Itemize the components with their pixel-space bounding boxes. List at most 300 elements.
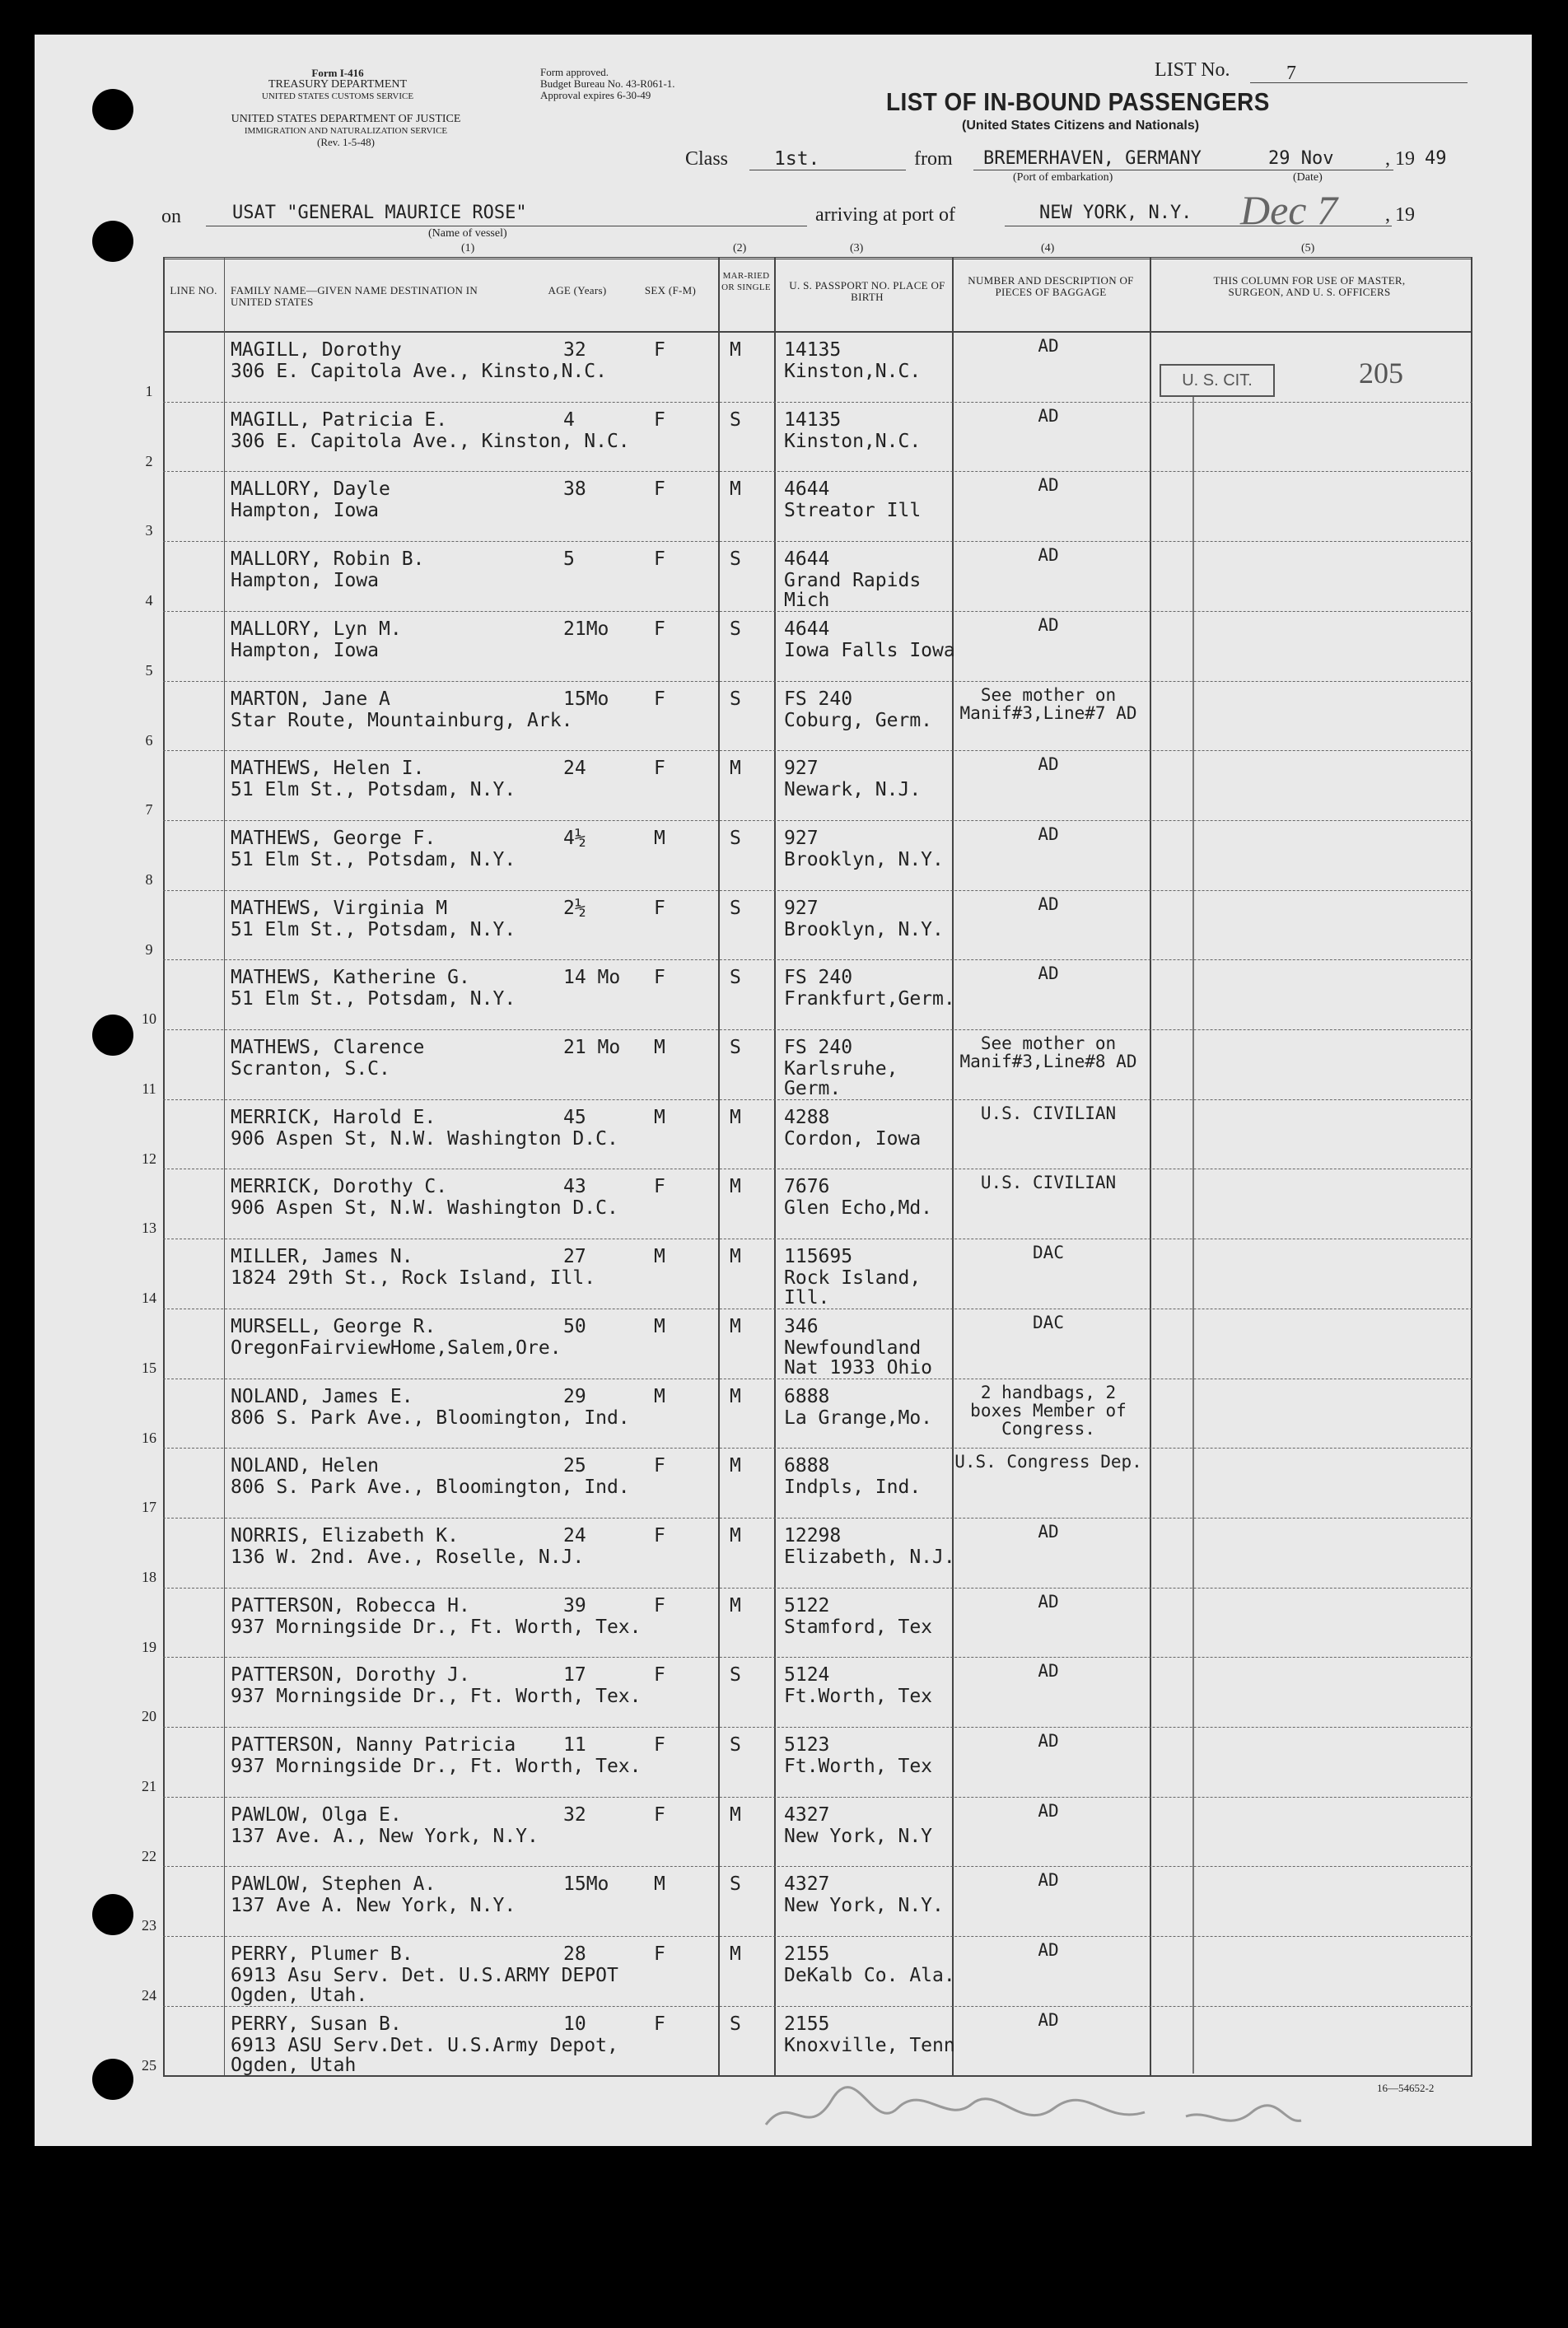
table-row bbox=[145, 613, 1472, 683]
table-row bbox=[142, 1659, 1472, 1729]
passenger-sex: F bbox=[654, 1524, 665, 1547]
line-number: 19 bbox=[142, 1638, 156, 1655]
baggage: AD bbox=[1038, 475, 1059, 496]
baggage: U.S. CIVILIAN bbox=[980, 1103, 1117, 1123]
passport-number: 14135 bbox=[784, 339, 842, 361]
passenger-sex: F bbox=[654, 1594, 665, 1617]
marital-status: M bbox=[730, 1455, 741, 1477]
punch-hole bbox=[92, 89, 133, 130]
passenger-destination: 937 Morningside Dr., Ft. Worth, Tex. bbox=[231, 1686, 642, 1708]
row-divider bbox=[163, 611, 1472, 612]
arriving-label: arriving at port of bbox=[815, 204, 955, 226]
passport-number: 4644 bbox=[784, 548, 830, 571]
punch-hole bbox=[92, 221, 133, 262]
passenger-age: 2½ bbox=[563, 897, 586, 919]
passenger-age: 32 bbox=[563, 1803, 586, 1826]
marital-status: M bbox=[730, 1246, 741, 1268]
passenger-name: PERRY, Plumer B. bbox=[231, 1943, 413, 1966]
header-name: FAMILY NAME—GIVEN NAME DESTINATION IN UNITED STATES bbox=[231, 284, 478, 308]
table-row bbox=[142, 1031, 1472, 1101]
passenger-name: MALLORY, Lyn M. bbox=[231, 618, 402, 640]
passenger-sex: M bbox=[654, 1037, 665, 1058]
passenger-name: MATHEWS, Katherine G. bbox=[231, 967, 470, 989]
baggage: See mother on Manif#3,Line#7 AD bbox=[959, 684, 1137, 723]
line-number: 2 bbox=[145, 452, 153, 469]
header-married: MAR-RIED OR SINGLE bbox=[721, 271, 771, 292]
passenger-sex: F bbox=[654, 1943, 665, 1966]
passenger-destination: 51 Elm St., Potsdam, N.Y. bbox=[231, 848, 516, 870]
place-of-birth: Brooklyn, N.Y. bbox=[784, 918, 944, 940]
passenger-name: MALLORY, Robin B. bbox=[231, 548, 425, 571]
place-of-birth: Ft.Worth, Tex bbox=[784, 1686, 933, 1708]
place-of-birth: Karlsruhe, Germ. bbox=[784, 1058, 898, 1099]
passenger-name: MERRICK, Harold E. bbox=[231, 1106, 436, 1128]
marital-status: M bbox=[730, 1106, 741, 1128]
dept-treasury: TREASURY DEPARTMENT bbox=[268, 78, 408, 91]
marital-status: S bbox=[730, 1734, 741, 1756]
marital-status: S bbox=[730, 618, 741, 640]
passport-number: FS 240 bbox=[784, 967, 853, 989]
passenger-destination: Scranton, S.C. bbox=[231, 1058, 390, 1080]
header-sex: SEX (F-M) bbox=[644, 284, 697, 296]
marital-status: M bbox=[730, 1524, 741, 1547]
place-of-birth: Newfoundland Nat 1933 Ohio bbox=[784, 1337, 933, 1379]
page-subtitle: (United States Citizens and Nationals) bbox=[962, 119, 1200, 133]
line-number: 20 bbox=[142, 1708, 156, 1725]
passenger-sex: F bbox=[654, 1803, 665, 1826]
baggage: AD bbox=[1038, 405, 1059, 426]
row-divider bbox=[163, 1866, 1472, 1867]
marital-status: S bbox=[730, 688, 741, 710]
passport-number: 7676 bbox=[784, 1176, 830, 1198]
passport-number: 4327 bbox=[784, 1803, 830, 1826]
embarkation-year: 49 bbox=[1425, 148, 1447, 169]
passenger-destination: OregonFairviewHome,Salem,Ore. bbox=[231, 1337, 562, 1359]
baggage: AD bbox=[1038, 963, 1059, 984]
marital-status: S bbox=[730, 967, 741, 989]
passenger-name: MERRICK, Dorothy C. bbox=[231, 1176, 448, 1198]
passenger-age: 14 Mo bbox=[563, 967, 621, 989]
passport-number: 5124 bbox=[784, 1664, 830, 1687]
table-row bbox=[142, 1519, 1472, 1589]
place-of-birth: Brooklyn, N.Y. bbox=[784, 848, 944, 870]
line-number: 15 bbox=[142, 1359, 156, 1376]
passport-number: 4644 bbox=[784, 618, 830, 640]
punch-hole bbox=[92, 2059, 133, 2100]
passenger-name: MALLORY, Dayle bbox=[231, 478, 390, 501]
col-num-2: (2) bbox=[733, 242, 747, 254]
line-number: 13 bbox=[142, 1220, 156, 1237]
passenger-destination: Hampton, Iowa bbox=[231, 570, 380, 592]
passenger-age: 27 bbox=[563, 1246, 586, 1268]
place-of-birth: Coburg, Germ. bbox=[784, 709, 933, 731]
baggage: AD bbox=[1038, 823, 1059, 844]
passport-number: 2155 bbox=[784, 1943, 830, 1966]
on-label: on bbox=[161, 206, 181, 227]
place-of-birth: Knoxville, Tenn bbox=[784, 2034, 955, 2056]
arrival-date-handwritten: Dec 7 bbox=[1240, 187, 1337, 233]
passenger-sex: F bbox=[654, 897, 665, 919]
passenger-sex: F bbox=[654, 1664, 665, 1687]
passenger-age: 28 bbox=[563, 1943, 586, 1966]
line-number: 12 bbox=[142, 1150, 156, 1167]
marital-status: M bbox=[730, 758, 741, 780]
marital-status: S bbox=[730, 1037, 741, 1058]
passenger-age: 24 bbox=[563, 1524, 586, 1547]
embarkation-year-prefix: , 19 bbox=[1385, 148, 1415, 170]
passenger-sex: M bbox=[654, 1315, 665, 1337]
baggage: AD bbox=[1038, 893, 1059, 914]
baggage: U.S. CIVILIAN bbox=[980, 1173, 1117, 1193]
table-row bbox=[142, 1729, 1472, 1798]
passenger-name: PAWLOW, Stephen A. bbox=[231, 1873, 436, 1896]
line-number: 16 bbox=[142, 1429, 156, 1446]
dept-treasury-sub: UNITED STATES CUSTOMS SERVICE bbox=[261, 91, 414, 101]
port-caption: (Port of embarkation) bbox=[1013, 171, 1113, 184]
table-row bbox=[142, 1380, 1472, 1450]
passenger-destination: Hampton, Iowa bbox=[231, 639, 380, 661]
passenger-age: 38 bbox=[563, 478, 586, 501]
passenger-sex: M bbox=[654, 1873, 665, 1896]
marital-status: M bbox=[730, 1176, 741, 1198]
vessel-caption: (Name of vessel) bbox=[428, 227, 507, 240]
passport-number: 4327 bbox=[784, 1873, 830, 1896]
marital-status: S bbox=[730, 548, 741, 571]
passenger-age: 24 bbox=[563, 758, 586, 780]
passport-number: FS 240 bbox=[784, 1037, 853, 1058]
line-number: 18 bbox=[142, 1568, 156, 1585]
approval-line-2: Budget Bureau No. 43-R061-1. bbox=[540, 77, 675, 90]
marital-status: S bbox=[730, 1664, 741, 1687]
baggage: AD bbox=[1038, 1521, 1059, 1542]
table-row bbox=[142, 1938, 1472, 2008]
table-row bbox=[145, 543, 1472, 613]
passenger-destination: 137 Ave. A., New York, N.Y. bbox=[231, 1825, 539, 1847]
marital-status: M bbox=[730, 1943, 741, 1966]
place-of-birth: Indpls, Ind. bbox=[784, 1477, 922, 1499]
passenger-sex: M bbox=[654, 1385, 665, 1407]
col-num-4: (4) bbox=[1041, 242, 1055, 254]
line-number: 17 bbox=[142, 1499, 156, 1516]
passenger-name: PERRY, Susan B. bbox=[231, 2013, 402, 2035]
table-row bbox=[142, 1798, 1472, 1868]
baggage: U.S. Congress Dep. bbox=[954, 1452, 1142, 1472]
place-of-birth: Elizabeth, N.J. bbox=[784, 1546, 955, 1568]
passenger-name: PATTERSON, Dorothy J. bbox=[231, 1664, 470, 1687]
passenger-age: 50 bbox=[563, 1315, 586, 1337]
passenger-name: PAWLOW, Olga E. bbox=[231, 1803, 402, 1826]
row-divider bbox=[163, 471, 1472, 472]
table-row bbox=[145, 473, 1472, 543]
row-divider bbox=[163, 1029, 1472, 1030]
header-line-no: LINE NO. bbox=[170, 284, 217, 296]
line-number: 23 bbox=[142, 1917, 156, 1934]
baggage: AD bbox=[1038, 1800, 1059, 1821]
baggage: AD bbox=[1038, 2009, 1059, 2030]
table-row bbox=[145, 334, 1472, 404]
passenger-sex: F bbox=[654, 967, 665, 989]
passenger-age: 25 bbox=[563, 1455, 586, 1477]
baggage: 2 handbags, 2 boxes Member of Congress. bbox=[970, 1382, 1127, 1439]
passenger-age: 10 bbox=[563, 2013, 586, 2035]
marital-status: S bbox=[730, 897, 741, 919]
form-revision: (Rev. 1-5-48) bbox=[317, 136, 375, 148]
table-row bbox=[142, 1170, 1472, 1240]
passenger-name: MATHEWS, George F. bbox=[231, 827, 436, 849]
passenger-name: MAGILL, Patricia E. bbox=[231, 408, 448, 431]
row-divider bbox=[163, 959, 1472, 960]
passenger-age: 39 bbox=[563, 1594, 586, 1617]
place-of-birth: Frankfurt,Germ. bbox=[784, 988, 955, 1010]
baggage: AD bbox=[1038, 1940, 1059, 1961]
place-of-birth: Ft.Worth, Tex bbox=[784, 1756, 933, 1777]
line-number: 9 bbox=[145, 940, 153, 958]
line-number: 11 bbox=[142, 1080, 156, 1097]
passenger-age: 15Mo bbox=[563, 688, 609, 710]
baggage: DAC bbox=[1033, 1312, 1064, 1332]
list-no-label: LIST No. bbox=[1155, 59, 1230, 81]
table-row bbox=[142, 961, 1472, 1031]
passenger-sex: M bbox=[654, 827, 665, 849]
row-divider bbox=[163, 1727, 1472, 1728]
line-number: 24 bbox=[142, 1987, 156, 2004]
place-of-birth: Rock Island, Ill. bbox=[784, 1267, 922, 1309]
passenger-age: 43 bbox=[563, 1176, 586, 1198]
line-number: 3 bbox=[145, 522, 153, 539]
baggage: See mother on Manif#3,Line#8 AD bbox=[959, 1033, 1137, 1071]
passenger-destination: 937 Morningside Dr., Ft. Worth, Tex. bbox=[231, 1616, 642, 1638]
passport-number: 12298 bbox=[784, 1524, 842, 1547]
passenger-name: NOLAND, Helen bbox=[231, 1455, 380, 1477]
passenger-name: PATTERSON, Nanny Patricia bbox=[231, 1734, 516, 1756]
passenger-name: PATTERSON, Robecca H. bbox=[231, 1594, 470, 1617]
passenger-name: NOLAND, James E. bbox=[231, 1385, 413, 1407]
passenger-age: 21 Mo bbox=[563, 1037, 621, 1058]
row-divider bbox=[163, 1936, 1472, 1937]
row-divider bbox=[163, 681, 1472, 682]
place-of-birth: Kinston,N.C. bbox=[784, 361, 922, 382]
line-number: 14 bbox=[142, 1290, 156, 1307]
passenger-age: 5 bbox=[563, 548, 575, 571]
class-value: 1st. bbox=[774, 148, 820, 170]
place-of-birth: Glen Echo,Md. bbox=[784, 1197, 933, 1220]
line-number: 21 bbox=[142, 1778, 156, 1794]
place-of-birth: New York, N.Y bbox=[784, 1825, 933, 1847]
dept-justice: UNITED STATES DEPARTMENT OF JUSTICE bbox=[231, 113, 461, 125]
row-divider bbox=[163, 750, 1472, 751]
place-of-birth: Cordon, Iowa bbox=[784, 1127, 922, 1150]
passenger-name: MAGILL, Dorothy bbox=[231, 339, 402, 361]
passport-number: 5122 bbox=[784, 1594, 830, 1617]
row-divider bbox=[163, 2006, 1472, 2007]
dept-justice-sub: IMMIGRATION AND NATURALIZATION SERVICE bbox=[244, 126, 448, 136]
date-caption: (Date) bbox=[1293, 171, 1323, 184]
passenger-destination: 906 Aspen St, N.W. Washington D.C. bbox=[231, 1127, 618, 1150]
passenger-sex: F bbox=[654, 478, 665, 501]
passenger-name: MATHEWS, Helen I. bbox=[231, 758, 425, 780]
place-of-birth: Stamford, Tex bbox=[784, 1616, 933, 1638]
passenger-name: MURSELL, George R. bbox=[231, 1315, 436, 1337]
passport-number: 6888 bbox=[784, 1455, 830, 1477]
baggage: AD bbox=[1038, 1591, 1059, 1612]
line-number: 4 bbox=[145, 592, 153, 609]
table-row bbox=[145, 404, 1472, 474]
marital-status: M bbox=[730, 1315, 741, 1337]
row-divider bbox=[163, 541, 1472, 542]
list-no-value: 7 bbox=[1286, 63, 1296, 84]
passenger-destination: 6913 ASU Serv.Det. U.S.Army Depot, Ogden, Utah bbox=[231, 2034, 618, 2076]
passenger-destination: 306 E. Capitola Ave., Kinsto,N.C. bbox=[231, 361, 607, 382]
passport-number: 927 bbox=[784, 758, 819, 780]
row-divider bbox=[163, 1448, 1472, 1449]
passenger-sex: F bbox=[654, 1176, 665, 1198]
passenger-destination: 906 Aspen St, N.W. Washington D.C. bbox=[231, 1197, 618, 1220]
col-num-5: (5) bbox=[1301, 242, 1315, 254]
passenger-age: 4½ bbox=[563, 827, 586, 849]
place-of-birth: DeKalb Co. Ala. bbox=[784, 1965, 955, 1987]
header-age: AGE (Years) bbox=[548, 284, 607, 296]
marital-status: M bbox=[730, 478, 741, 501]
passenger-sex: F bbox=[654, 1734, 665, 1756]
passport-number: 5123 bbox=[784, 1734, 830, 1756]
table-row bbox=[142, 1101, 1472, 1171]
row-divider bbox=[163, 1657, 1472, 1658]
passenger-age: 15Mo bbox=[563, 1873, 609, 1896]
stamp-text: U. S. CIT. bbox=[1182, 371, 1253, 390]
arrival-year: , 19 bbox=[1385, 204, 1415, 226]
passenger-destination: 806 S. Park Ave., Bloomington, Ind. bbox=[231, 1407, 630, 1429]
line-number: 10 bbox=[142, 1010, 156, 1028]
passenger-name: MARTON, Jane A bbox=[231, 688, 390, 710]
place-of-birth: La Grange,Mo. bbox=[784, 1407, 933, 1429]
footer-code: 16—54652-2 bbox=[1377, 2082, 1435, 2094]
passenger-age: 29 bbox=[563, 1385, 586, 1407]
baggage: AD bbox=[1038, 614, 1059, 635]
marital-status: S bbox=[730, 2013, 741, 2035]
passenger-name: MATHEWS, Virginia M bbox=[231, 897, 448, 919]
class-label: Class bbox=[685, 148, 729, 170]
embarkation-port: BREMERHAVEN, GERMANY bbox=[983, 148, 1202, 169]
line-number: 22 bbox=[142, 1847, 156, 1864]
table-row bbox=[142, 1240, 1472, 1310]
marital-status: S bbox=[730, 408, 741, 431]
passenger-name: NORRIS, Elizabeth K. bbox=[231, 1524, 459, 1547]
passenger-sex: F bbox=[654, 688, 665, 710]
passport-number: 4644 bbox=[784, 478, 830, 501]
row-divider bbox=[163, 1099, 1472, 1100]
passenger-destination: Hampton, Iowa bbox=[231, 500, 380, 522]
row-divider bbox=[163, 890, 1472, 891]
line-number: 5 bbox=[145, 661, 153, 679]
baggage: AD bbox=[1038, 754, 1059, 775]
arrival-port: NEW YORK, N.Y. bbox=[1039, 203, 1192, 223]
passenger-destination: 937 Morningside Dr., Ft. Worth, Tex. bbox=[231, 1756, 642, 1777]
line-number: 25 bbox=[142, 2056, 156, 2074]
place-of-birth: Grand Rapids Mich bbox=[784, 570, 922, 612]
row-divider bbox=[163, 1518, 1472, 1519]
passport-number: 927 bbox=[784, 897, 819, 919]
marital-status: M bbox=[730, 1803, 741, 1826]
place-of-birth: Kinston,N.C. bbox=[784, 430, 922, 452]
passenger-age: 32 bbox=[563, 339, 586, 361]
passenger-destination: 306 E. Capitola Ave., Kinston, N.C. bbox=[231, 430, 630, 452]
approval-line-1: Form approved. bbox=[540, 66, 609, 78]
passenger-sex: F bbox=[654, 1455, 665, 1477]
place-of-birth: Streator Ill bbox=[784, 500, 922, 522]
approval-line-3: Approval expires 6-30-49 bbox=[540, 89, 651, 101]
place-of-birth: Newark, N.J. bbox=[784, 779, 922, 801]
passenger-sex: F bbox=[654, 408, 665, 431]
row-divider bbox=[163, 1588, 1472, 1589]
row-divider bbox=[163, 1797, 1472, 1798]
passenger-destination: 136 W. 2nd. Ave., Roselle, N.J. bbox=[231, 1546, 585, 1568]
passport-number: 6888 bbox=[784, 1385, 830, 1407]
place-of-birth: New York, N.Y. bbox=[784, 1895, 944, 1917]
from-label: from bbox=[914, 148, 953, 170]
passenger-destination: 51 Elm St., Potsdam, N.Y. bbox=[231, 779, 516, 801]
passenger-age: 17 bbox=[563, 1664, 586, 1687]
passenger-sex: F bbox=[654, 618, 665, 640]
marital-status: S bbox=[730, 1873, 741, 1896]
table-row bbox=[145, 822, 1472, 892]
stamp-number: 205 bbox=[1359, 357, 1403, 390]
header-officers: THIS COLUMN FOR USE OF MASTER, SURGEON, AND U. S. OFFICERS bbox=[1213, 274, 1406, 298]
passenger-destination: 51 Elm St., Potsdam, N.Y. bbox=[231, 988, 516, 1010]
passport-number: 4288 bbox=[784, 1106, 830, 1128]
row-divider bbox=[163, 820, 1472, 821]
table-row bbox=[145, 892, 1472, 962]
line-number: 6 bbox=[145, 731, 153, 749]
punch-hole bbox=[92, 1894, 133, 1935]
col-num-3: (3) bbox=[850, 242, 864, 254]
inspector-signature bbox=[758, 2075, 1351, 2158]
passport-number: 115695 bbox=[784, 1246, 853, 1268]
line-number: 8 bbox=[145, 870, 153, 888]
passenger-age: 21Mo bbox=[563, 618, 609, 640]
passenger-sex: M bbox=[654, 1106, 665, 1128]
punch-hole bbox=[92, 1015, 133, 1056]
passenger-sex: F bbox=[654, 2013, 665, 2035]
passport-number: 2155 bbox=[784, 2013, 830, 2035]
baggage: AD bbox=[1038, 1731, 1059, 1751]
vessel-name: USAT "GENERAL MAURICE ROSE" bbox=[232, 203, 527, 223]
place-of-birth: Iowa Falls Iowa bbox=[784, 639, 955, 661]
passenger-destination: Star Route, Mountainburg, Ark. bbox=[231, 709, 573, 731]
table-row bbox=[145, 683, 1472, 753]
table-row bbox=[142, 1310, 1472, 1380]
baggage: AD bbox=[1038, 336, 1059, 356]
col-num-1: (1) bbox=[461, 242, 475, 254]
passenger-sex: F bbox=[654, 339, 665, 361]
line-number: 1 bbox=[145, 383, 153, 399]
table-row bbox=[145, 752, 1472, 822]
passport-number: 927 bbox=[784, 827, 819, 849]
table-row bbox=[142, 1589, 1472, 1659]
form-number: Form I-416 bbox=[311, 67, 364, 79]
passport-number: 14135 bbox=[784, 408, 842, 431]
table-row bbox=[142, 1868, 1472, 1938]
table-row bbox=[142, 2008, 1472, 2078]
passenger-age: 4 bbox=[563, 408, 575, 431]
passport-number: FS 240 bbox=[784, 688, 853, 710]
passport-number: 346 bbox=[784, 1315, 819, 1337]
passenger-name: MILLER, James N. bbox=[231, 1246, 413, 1268]
marital-status: M bbox=[730, 339, 741, 361]
header-passport: U. S. PASSPORT NO. PLACE OF BIRTH bbox=[789, 279, 945, 303]
marital-status: M bbox=[730, 1594, 741, 1617]
marital-status: M bbox=[730, 1385, 741, 1407]
embarkation-date: 29 Nov bbox=[1268, 148, 1334, 169]
